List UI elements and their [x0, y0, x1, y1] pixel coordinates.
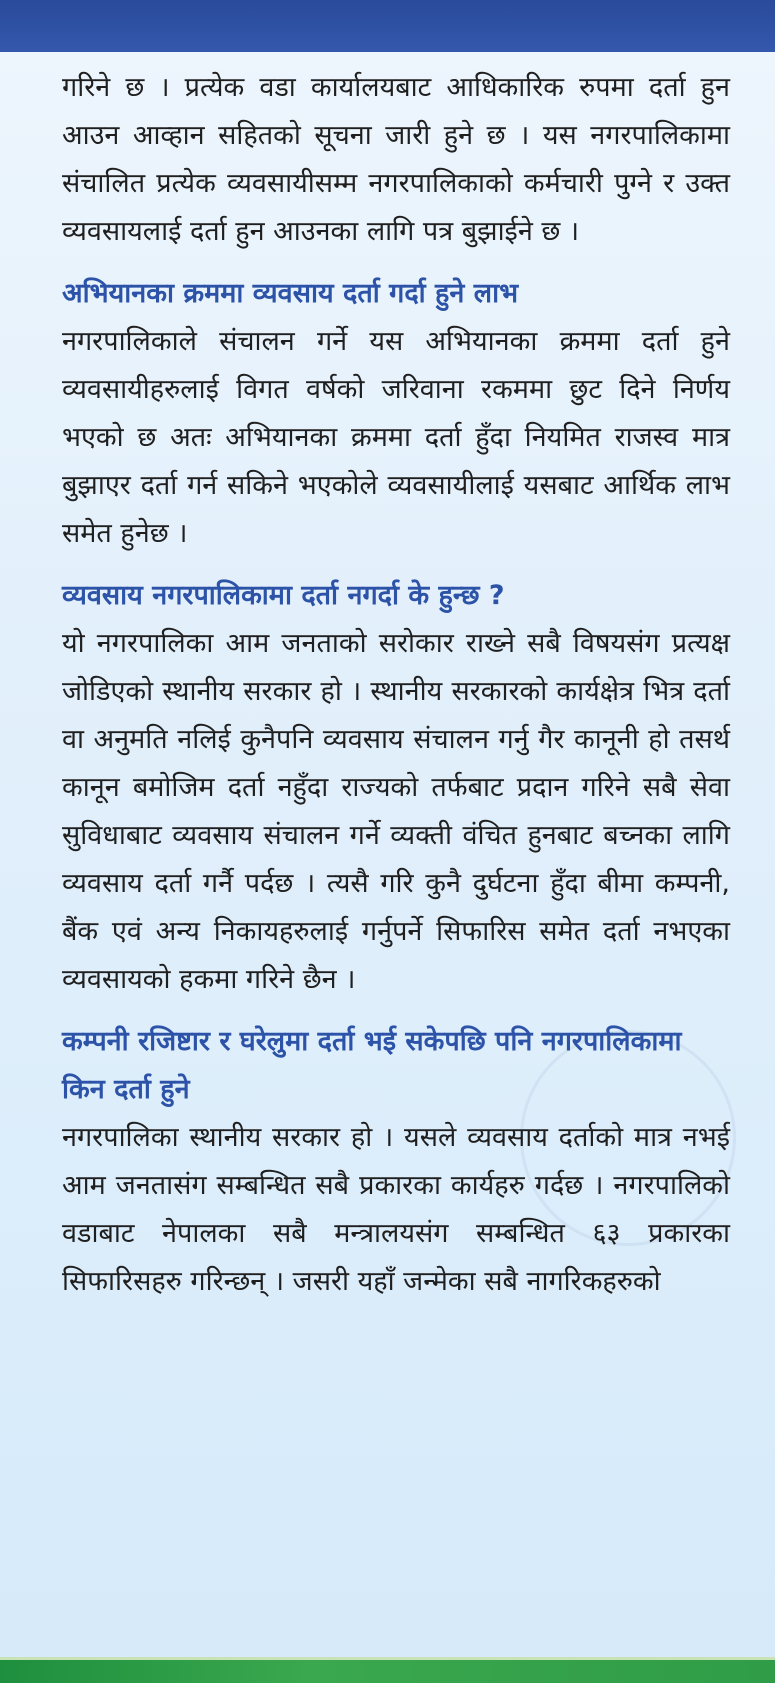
- heading-why-register-municipality: कम्पनी रजिष्टार र घरेलुमा दर्ता भई सकेपछि पनि नगरपालिकामा किन दर्ता हुने: [62, 1026, 682, 1105]
- bottom-color-band: [0, 1660, 775, 1683]
- top-color-band: [0, 0, 775, 52]
- paragraph-campaign-benefit: नगरपालिकाले संचालन गर्ने यस अभियानका क्रममा दर्ता हुने व्यवसायीहरुलाई विगत वर्षको जरिवाना रकममा छुट दिने निर्णय भएको छ अतः अभियानका क्रममा दर्ता हुँदा नियमित राजस्व मात्र बुझाएर दर्ता गर्न सकिने भएकोले व्यवसायीलाई यसबाट आर्थिक लाभ समेत हुनेछ ।: [62, 326, 730, 549]
- heading-unregistered-consequence: व्यवसाय नगरपालिकामा दर्ता नगर्दा के हुन्छ ?: [62, 580, 505, 611]
- bottom-band-edge: [0, 1657, 775, 1660]
- document-body: [62, 64, 730, 1306]
- spacer: [62, 256, 730, 270]
- paragraph-registration-notice: गरिने छ । प्रत्येक वडा कार्यालयबाट आधिकारिक रुपमा दर्ता हुन आउन आव्हान सहितको सूचना जारी हुने छ । यस नगरपालिकामा संचालित प्रत्येक व्यवसायीसम्म नगरपालिकाको कर्मचारी पुग्ने र उक्त व्यवसायलाई दर्ता हुन आउनका लागि पत्र बुझाईने छ ।: [62, 72, 730, 247]
- spacer: [62, 558, 730, 572]
- spacer: [62, 1004, 730, 1018]
- paragraph-unregistered-consequence: यो नगरपालिका आम जनताको सरोकार राख्ने सबै विषयसंग प्रत्यक्ष जोडिएको स्थानीय सरकार हो । स्थानीय सरकारको कार्यक्षेत्र भित्र दर्ता वा अनुमति नलिई कुनैपनि व्यवसाय संचालन गर्नु गैर कानूनी हो तसर्थ कानून बमोजिम दर्ता नहुँदा राज्यको तर्फबाट प्रदान गरिने सबै सेवा सुविधाबाट व्यवसाय संचालन गर्ने व्यक्ती वंचित हुनबाट बच्नका लागि व्यवसाय दर्ता गर्नै पर्दछ । त्यसै गरि कुनै दुर्घटना हुँदा बीमा कम्पनी, बैंक एवं अन्य निकायहरुलाई गर्नुपर्ने सिफारिस समेत दर्ता नभएका व्यवसायको हकमा गरिने छैन ।: [62, 628, 730, 995]
- heading-campaign-benefit: अभियानका क्रममा व्यवसाय दर्ता गर्दा हुने लाभ: [62, 278, 519, 309]
- paragraph-why-register-municipality: नगरपालिका स्थानीय सरकार हो । यसले व्यवसाय दर्ताको मात्र नभई आम जनतासंग सम्बन्धित सबै प्रकारका कार्यहरु गर्दछ । नगरपालिको वडाबाट नेपालका सबै मन्त्रालयसंग सम्बन्धित ६३ प्रकारका सिफारिसहरु गरिन्छन् । जसरी यहाँ जन्मेका सबै नागरिकहरुको: [62, 1122, 730, 1297]
